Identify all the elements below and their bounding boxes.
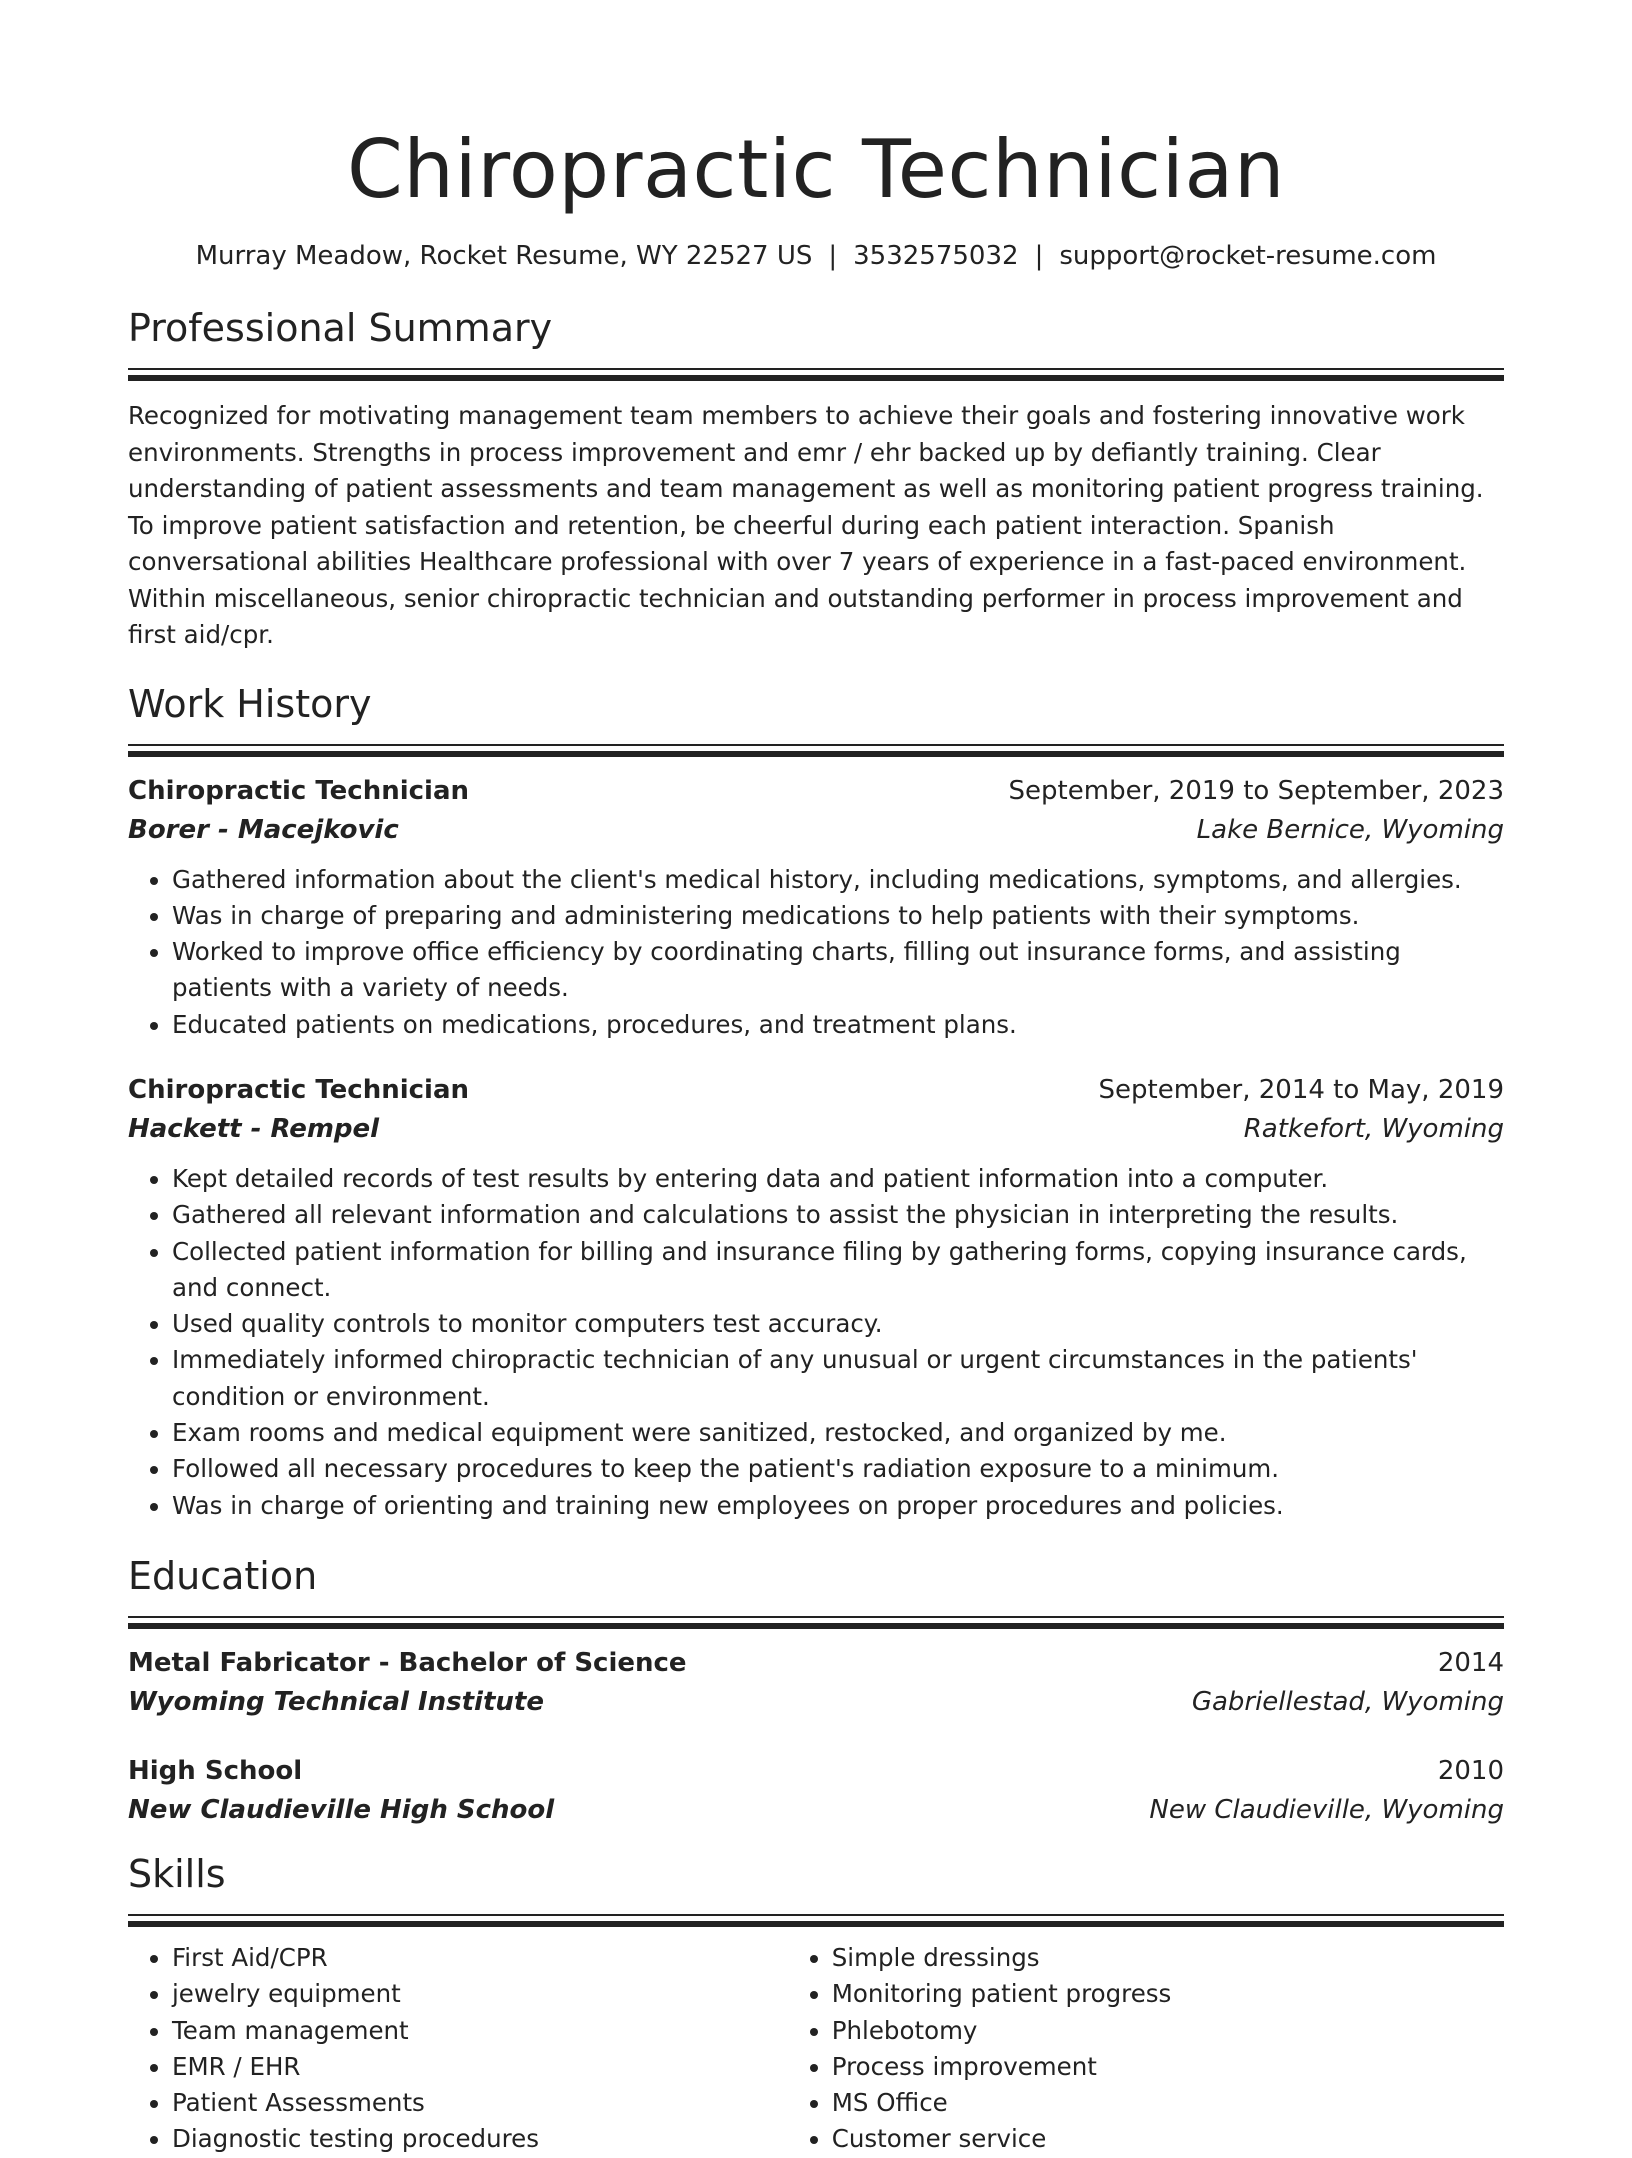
list-item: • MS Office [832,2085,1504,2121]
job-location: Ratkefort, Wyoming [1243,1113,1504,1144]
list-item: • First Aid/CPR [172,1940,788,1976]
section-divider [128,368,1504,380]
education-entry [128,1644,1504,1722]
job-header-row [128,1071,1504,1109]
job-title: Chiropractic Technician [128,1074,470,1105]
list-item: • Monitoring patient progress [832,1976,1504,2012]
job-dates: September, 2019 to September, 2023 [1008,775,1504,806]
job-location: Lake Bernice, Wyoming [1196,814,1504,845]
contact-address: Murray Meadow, Rocket Resume, WY 22527 US [195,241,813,271]
job-employer: Hackett - Rempel [128,1113,380,1144]
job-bullets [128,1161,1504,1524]
section-title-summary: Professional Summary [128,306,553,350]
job-header-row [128,772,1504,810]
education-degree: Metal Fabricator - Bachelor of Science [128,1647,687,1678]
job-employer: Borer - Macejkovic [128,814,399,845]
education-header-row [128,1752,1504,1790]
skills-columns [128,1940,1504,2158]
section-divider [128,744,1504,756]
list-item: • Simple dressings [832,1940,1504,1976]
resume-page [128,0,1504,2158]
education-school-row [128,1682,1504,1722]
skills-list-right [788,1940,1504,2158]
list-item: • Patient Assessments [172,2085,788,2121]
education-year: 2010 [1437,1755,1504,1786]
contact-separator: | [1034,241,1044,271]
list-item: • Was in charge of preparing and administering medications to help patients with their symptoms. [172,898,1504,934]
education-section [128,1552,1504,1830]
education-location: New Claudieville, Wyoming [1149,1794,1504,1825]
section-title-education: Education [128,1553,318,1598]
job-bullets [128,862,1504,1043]
education-location: Gabriellestad, Wyoming [1191,1686,1504,1717]
education-degree: High School [128,1755,303,1786]
job-title: Chiropractic Technician [128,775,470,806]
list-item: • EMR / EHR [172,2049,788,2085]
list-item: • Educated patients on medications, procedures, and treatment plans. [172,1007,1504,1043]
list-item: • Collected patient information for billing and insurance filing by gathering forms, copying insurance cards, and connect. [172,1234,1504,1307]
list-item: • Was in charge of orienting and training new employees on proper procedures and policies. [172,1488,1504,1524]
section-title-skills: Skills [128,1851,226,1896]
job-employer-row [128,810,1504,850]
page-title: Chiropractic Technician [346,123,1286,216]
list-item: • jewelry equipment [172,1976,788,2012]
contact-phone: 3532575032 [853,241,1019,271]
job-employer-row [128,1109,1504,1149]
list-item: • Used quality controls to monitor computers test accuracy. [172,1306,1504,1342]
education-entry [128,1752,1504,1830]
list-item: • Kept detailed records of test results by entering data and patient information into a computer. [172,1161,1504,1197]
education-header-row [128,1644,1504,1682]
section-divider [128,1616,1504,1628]
contact-line [128,238,1504,274]
list-item: • Gathered information about the client's medical history, including medications, symptoms, and allergies. [172,862,1504,898]
education-school: Wyoming Technical Institute [128,1686,544,1717]
education-school: New Claudieville High School [128,1794,555,1825]
job-entry [128,772,1504,1043]
contact-email: support@rocket-resume.com [1059,241,1437,271]
summary-section [128,304,1504,654]
education-year: 2014 [1437,1647,1504,1678]
list-item: • Worked to improve office efficiency by coordinating charts, filling out insurance forms, and assisting patients with a variety of needs. [172,934,1504,1007]
skills-list-left [128,1940,788,2158]
section-divider [128,1914,1504,1926]
list-item: • Process improvement [832,2049,1504,2085]
summary-text: Recognized for motivating management team members to achieve their goals and fostering innovative work environments. Strengths in process improvement and emr / ehr backed up by defiantly training. Clear understanding of patient assessments and team management as well as monitoring patient progress training. To improve patient satisfaction and retention, be cheerful during each patient interaction. Spanish conversational abilities Healthcare professional with over 7 years of experience in a fast-paced environment. Within miscellaneous, senior chiropractic technician and outstanding performer in process improvement and first aid/cpr. [128,401,1484,649]
list-item: • Followed all necessary procedures to keep the patient's radiation exposure to a minimum. [172,1451,1504,1487]
list-item: • Exam rooms and medical equipment were sanitized, restocked, and organized by me. [172,1415,1504,1451]
list-item: • Customer service [832,2121,1504,2157]
job-entry [128,1071,1504,1524]
list-item: • Immediately informed chiropractic technician of any unusual or urgent circumstances in the patients' condition or environment. [172,1342,1504,1415]
list-item: • Phlebotomy [832,2013,1504,2049]
section-title-work: Work History [128,681,372,726]
education-school-row [128,1790,1504,1830]
contact-separator: | [828,241,838,271]
work-history-section [128,680,1504,1524]
list-item: • Diagnostic testing procedures [172,2121,788,2157]
job-dates: September, 2014 to May, 2019 [1098,1074,1504,1105]
list-item: • Team management [172,2013,788,2049]
list-item: • Gathered all relevant information and calculations to assist the physician in interpreting the results. [172,1197,1504,1233]
